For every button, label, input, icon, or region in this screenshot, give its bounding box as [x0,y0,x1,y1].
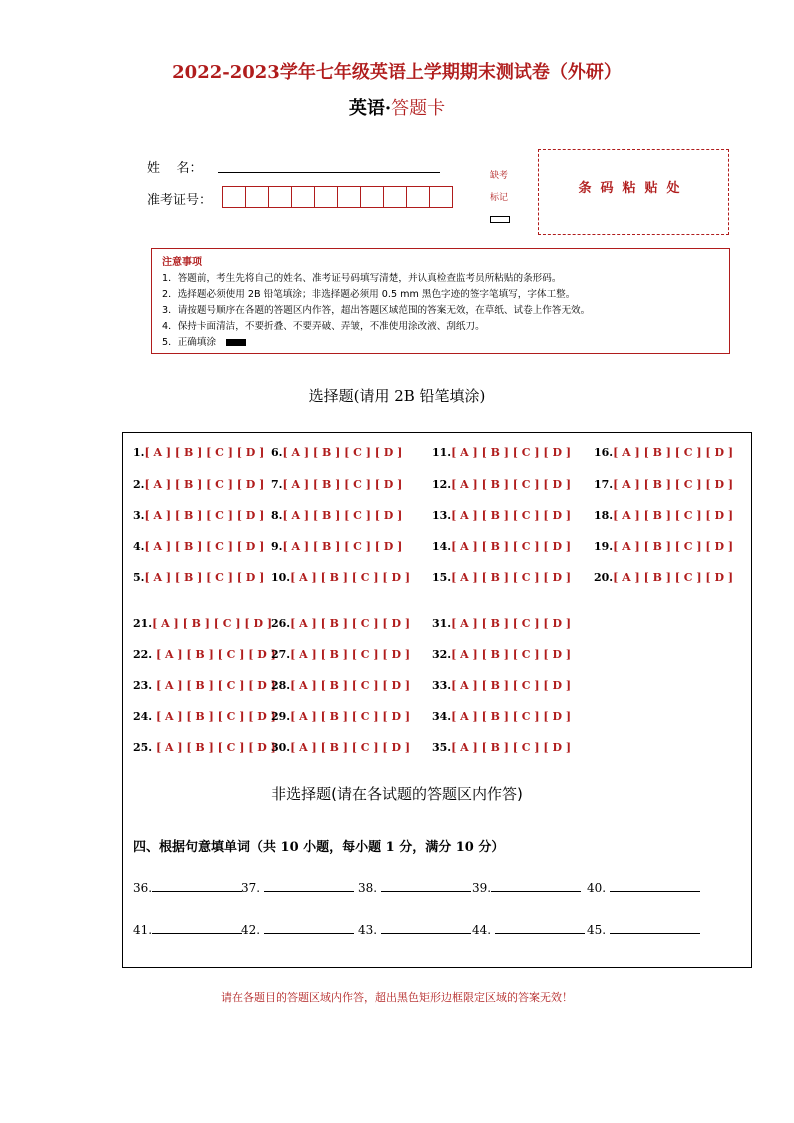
question-number: 12. [432,478,452,491]
answer-options[interactable]: [ A ] [ B ] [ C ] [ D ] [155,710,276,723]
absent-mark-label-line2: 标记 [489,193,508,203]
blank-number: 43. [358,923,381,937]
choice-question[interactable] [133,648,276,661]
answer-options[interactable]: [ A ] [ B ] [ C ] [ D ] [613,509,734,522]
choice-question[interactable] [133,571,264,584]
notice-item-fill-example [162,335,719,351]
blank-number: 45. [587,923,610,937]
choice-question[interactable] [594,446,733,459]
question-number: 13. [432,509,452,522]
question-number: 16. [594,446,614,459]
subtitle-answer-card: 答题卡 [391,98,446,119]
blank-number: 37. [241,881,264,895]
blank-number: 42. [241,923,264,937]
exam-title: 2022-2023学年七年级英语上学期期末测试卷（外研） [172,62,622,83]
question-number: 6. [271,446,283,459]
choice-question[interactable] [432,648,571,661]
fill-blank[interactable] [472,921,585,937]
choice-question[interactable] [133,478,264,491]
choice-question[interactable] [271,648,410,661]
answer-options[interactable]: [ A ] [ B ] [ C ] [ D ] [144,446,265,459]
absent-mark-label [487,165,511,209]
name-field[interactable] [218,172,440,173]
answer-options[interactable]: [ A ] [ B ] [ C ] [ D ] [155,679,276,692]
exam-id-digit-box[interactable] [268,186,292,208]
choice-question[interactable] [594,571,733,584]
blank-number: 36. [133,881,153,895]
blank-line[interactable] [381,921,471,934]
answer-options[interactable]: [ A ] [ B ] [ C ] [ D ] [451,509,572,522]
question-number: 19. [594,540,614,553]
answer-options[interactable]: [ A ] [ B ] [ C ] [ D ] [290,617,411,630]
question-number: 17. [594,478,614,491]
choice-question[interactable] [594,540,733,553]
answer-options[interactable]: [ A ] [ B ] [ C ] [ D ] [152,617,273,630]
choice-question[interactable] [271,571,410,584]
question-number: 26. [271,617,291,630]
exam-id-digit-box[interactable] [337,186,361,208]
answer-options[interactable]: [ A ] [ B ] [ C ] [ D ] [613,540,734,553]
fill-blank[interactable] [587,921,700,937]
choice-question[interactable] [432,478,571,491]
filled-mark-icon [226,339,246,346]
answer-options[interactable]: [ A ] [ B ] [ C ] [ D ] [451,571,572,584]
choice-question[interactable] [271,540,402,553]
absent-mark-box[interactable] [490,216,510,223]
blank-number: 40. [587,881,610,895]
fill-blank[interactable] [241,879,354,895]
choice-section-title: 选择题(请用 2B 铅笔填涂) [308,387,486,405]
blank-line[interactable] [152,921,242,934]
choice-question[interactable] [271,446,402,459]
exam-id-digit-box[interactable] [291,186,315,208]
question-number: 10. [271,571,291,584]
choice-question[interactable] [133,679,276,692]
notice-item: 2．选择题必须使用 2B 铅笔填涂；非选择题必须用 0.5 mm 黑色字迹的签字笔填写，字体工整。 [162,289,576,300]
answer-options[interactable]: [ A ] [ B ] [ C ] [ D ] [290,648,411,661]
answer-card-subtitle [0,94,794,120]
exam-id-digit-box[interactable] [406,186,430,208]
question-number: 29. [271,710,291,723]
fill-blank[interactable] [133,879,242,895]
answer-options[interactable]: [ A ] [ B ] [ C ] [ D ] [144,571,265,584]
question-number: 3. [133,509,145,522]
choice-question[interactable] [133,446,264,459]
fill-blank[interactable] [241,921,354,937]
question-number: 28. [271,679,291,692]
barcode-label: 条码粘贴处 [578,181,689,196]
choice-question[interactable] [271,679,410,692]
nonchoice-section-title: 非选择题(请在各试题的答题区内作答) [271,785,523,803]
choice-question[interactable] [594,509,733,522]
question-number: 9. [271,540,283,553]
choice-question[interactable] [432,446,571,459]
footer-warning: 请在各题目的答题区域内作答，超出黑色矩形边框限定区域的答案无效！ [221,991,573,1004]
fill-blank[interactable] [358,921,471,937]
blank-number: 39. [472,881,492,895]
choice-question[interactable] [133,710,276,723]
choice-question[interactable] [432,710,571,723]
question-number: 14. [432,540,452,553]
choice-question[interactable] [271,509,402,522]
answer-options[interactable]: [ A ] [ B ] [ C ] [ D ] [282,446,403,459]
blank-line[interactable] [264,879,354,892]
choice-question[interactable] [133,741,276,754]
question-number: 8. [271,509,283,522]
exam-id-digit-box[interactable] [383,186,407,208]
answer-options[interactable]: [ A ] [ B ] [ C ] [ D ] [451,540,572,553]
question-number: 20. [594,571,614,584]
exam-id-label: 准考证号： [147,193,213,208]
blank-line[interactable] [264,921,354,934]
question-number: 15. [432,571,452,584]
question-number: 30. [271,741,291,754]
question-number: 23. [133,679,156,692]
choice-question[interactable] [133,617,272,630]
answer-options[interactable]: [ A ] [ B ] [ C ] [ D ] [290,710,411,723]
notice-item: 1．答题前，考生先将自己的姓名、准考证号码填写清楚，并认真检查监考员所粘贴的条形码。 [162,273,562,284]
blank-number: 38. [358,881,381,895]
blank-line[interactable] [381,879,471,892]
question-number: 32. [432,648,452,661]
choice-question[interactable] [133,540,264,553]
choice-question[interactable] [432,509,571,522]
answer-options[interactable]: [ A ] [ B ] [ C ] [ D ] [282,478,403,491]
blank-line[interactable] [610,921,700,934]
name-label: 姓 名： [147,161,203,176]
question-number: 33. [432,679,452,692]
exam-id-boxes[interactable] [222,186,452,208]
exam-id-digit-box[interactable] [314,186,338,208]
answer-options[interactable]: [ A ] [ B ] [ C ] [ D ] [155,648,276,661]
blank-line[interactable] [491,879,581,892]
answer-options[interactable]: [ A ] [ B ] [ C ] [ D ] [451,741,572,754]
fill-blank[interactable] [587,879,700,895]
question-number: 2. [133,478,145,491]
choice-question[interactable] [133,509,264,522]
notice-item: 3．请按题号顺序在各题的答题区内作答，超出答题区域范围的答案无效，在草纸、试卷上作答无效。 [162,305,591,316]
question-number: 7. [271,478,283,491]
choice-question[interactable] [432,571,571,584]
question-number: 35. [432,741,452,754]
exam-id-digit-box[interactable] [222,186,246,208]
question-number: 4. [133,540,145,553]
fill-blank[interactable] [358,879,471,895]
answer-options[interactable]: [ A ] [ B ] [ C ] [ D ] [290,571,411,584]
question-number: 11. [432,446,452,459]
answer-options[interactable]: [ A ] [ B ] [ C ] [ D ] [613,446,734,459]
part4-title: 四、根据句意填单词（共 10 小题，每小题 1 分，满分 10 分） [133,840,505,855]
question-number: 31. [432,617,452,630]
exam-id-digit-box[interactable] [360,186,384,208]
question-number: 5. [133,571,145,584]
choice-question[interactable] [271,617,410,630]
answer-options[interactable]: [ A ] [ B ] [ C ] [ D ] [144,540,265,553]
absent-mark-label-line1: 缺考 [489,171,508,181]
notice-title: 注意事项 [162,257,202,268]
blank-line[interactable] [152,879,242,892]
question-number: 22. [133,648,156,661]
question-number: 18. [594,509,614,522]
barcode-area [538,149,729,235]
answer-options[interactable]: [ A ] [ B ] [ C ] [ D ] [451,478,572,491]
fill-blank[interactable] [472,879,581,895]
choice-question[interactable] [271,478,402,491]
answer-options[interactable]: [ A ] [ B ] [ C ] [ D ] [290,741,411,754]
question-number: 25. [133,741,156,754]
choice-question[interactable] [432,617,571,630]
choice-question[interactable] [594,478,733,491]
blank-line[interactable] [495,921,585,934]
question-number: 21. [133,617,153,630]
notice-item: 4．保持卡面清洁，不要折叠、不要弄破、弄皱，不准使用涂改液、刮纸刀。 [162,321,485,332]
blank-number: 41. [133,923,153,937]
answer-options[interactable]: [ A ] [ B ] [ C ] [ D ] [282,509,403,522]
notice-box [151,248,730,354]
answer-options[interactable]: [ A ] [ B ] [ C ] [ D ] [451,617,572,630]
fill-blank[interactable] [133,921,242,937]
choice-question[interactable] [432,741,571,754]
question-number: 1. [133,446,145,459]
subtitle-subject: 英语· [348,98,392,119]
choice-question[interactable] [432,540,571,553]
answer-options[interactable]: [ A ] [ B ] [ C ] [ D ] [451,446,572,459]
blank-line[interactable] [610,879,700,892]
exam-id-digit-box[interactable] [429,186,453,208]
question-number: 27. [271,648,291,661]
answer-options[interactable]: [ A ] [ B ] [ C ] [ D ] [613,478,734,491]
question-number: 24. [133,710,156,723]
answer-options[interactable]: [ A ] [ B ] [ C ] [ D ] [144,509,265,522]
choice-question[interactable] [271,741,410,754]
answer-options[interactable]: [ A ] [ B ] [ C ] [ D ] [282,540,403,553]
choice-question[interactable] [271,710,410,723]
answer-options[interactable]: [ A ] [ B ] [ C ] [ D ] [613,571,734,584]
exam-id-digit-box[interactable] [245,186,269,208]
answer-options[interactable]: [ A ] [ B ] [ C ] [ D ] [451,648,572,661]
notice-item: 5．正确填涂 [162,337,217,348]
choice-question[interactable] [432,679,571,692]
answer-options[interactable]: [ A ] [ B ] [ C ] [ D ] [451,679,572,692]
answer-options[interactable]: [ A ] [ B ] [ C ] [ D ] [155,741,276,754]
answer-options[interactable]: [ A ] [ B ] [ C ] [ D ] [144,478,265,491]
answer-options[interactable]: [ A ] [ B ] [ C ] [ D ] [451,710,572,723]
answer-options[interactable]: [ A ] [ B ] [ C ] [ D ] [290,679,411,692]
blank-number: 44. [472,923,495,937]
question-number: 34. [432,710,452,723]
